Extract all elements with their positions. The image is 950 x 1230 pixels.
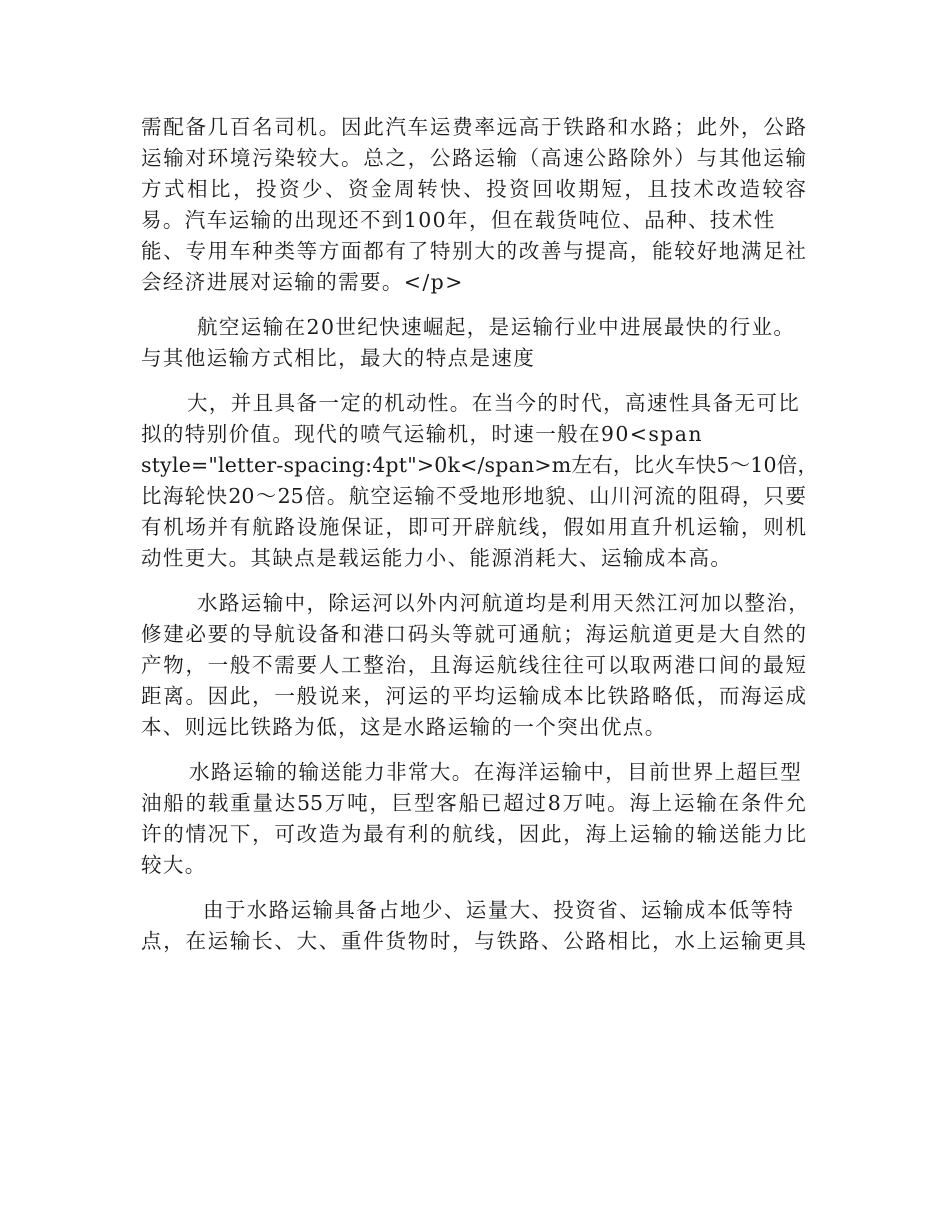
text-line: 易。汽车运输的出现还不到100年，但在载货吨位、品种、技术性 [141,208,776,232]
text-line: 距离。因此，一般说来，河运的平均运输成本比铁路略低，而海运成 [141,684,806,708]
text-line: 有机场并有航路设施保证，即可开辟航线，假如用直升机运输，则机 [141,515,806,539]
text-line: 会经济进展对运输的需要。</p> [141,270,464,294]
text-line: 需配备几百名司机。因此汽车运费率远高于铁路和水路；此外，公路 [141,115,806,139]
paragraph-road-continued [141,112,806,298]
text-line: 航空运输在20世纪快速崛起，是运输行业中进展最快的行业。 [197,315,796,339]
paragraph-gap [141,374,806,388]
text-line: 方式相比，投资少、资金周转快、投资回收期短，且技术改造较容 [141,177,806,201]
text-line: 油船的载重量达55万吨，巨型客船已超过8万吨。海上运输在条件允 [141,791,806,815]
paragraph-water-route [141,588,811,743]
document-page [141,112,819,957]
text-line: 许的情况下，可改造为最有利的航线，因此，海上运输的输送能力比 [141,822,806,846]
text-line: 拟的特别价值。现代的喷气运输机，时速一般在90<span [141,422,704,446]
text-line: 运输对环境污染较大。总之，公路运输（高速公路除外）与其他运输 [141,146,806,170]
text-line: 能、专用车种类等方面都有了特别大的改善与提高，能较好地满足社 [141,239,806,263]
text-line: 水路运输中，除运河以外内河航道均是利用天然江河加以整治， [197,591,811,615]
text-line: 点，在运输长、大、重件货物时，与铁路、公路相比，水上运输更具 [141,929,806,953]
paragraph-water-capacity [141,757,806,881]
paragraph-air-intro [141,312,806,374]
text-line: 与其他运输方式相比，最大的特点是速度 [141,346,536,370]
text-line: 动性更大。其缺点是载运能力小、能源消耗大、运输成本高。 [141,546,733,570]
text-line: 比海轮快20～25倍。航空运输不受地形地貌、山川河流的阻碍，只要 [141,484,806,508]
paragraph-gap [141,298,806,312]
text-line: 由于水路运输具备占地少、运量大、投资省、运输成本低等特 [203,898,795,922]
text-line: 产物，一般不需要人工整治，且海运航线往往可以取两港口间的最短 [141,653,806,677]
text-line: style="letter-spacing:4pt">0k</span>m左右，比火车快5～10倍， [141,453,819,477]
text-line: 修建必要的导航设备和港口码头等就可通航；海运航道更是大自然的 [141,622,806,646]
paragraph-water-advantage [141,895,806,957]
text-line: 水路运输的输送能力非常大。在海洋运输中，目前世界上超巨型 [189,760,803,784]
text-line: 较大。 [141,853,207,877]
paragraph-gap [141,743,806,757]
paragraph-air-detail [141,388,819,574]
text-line: 本、则远比铁路为低，这是水路运输的一个突出优点。 [141,715,667,739]
text-line: 大，并且具备一定的机动性。在当今的时代，高速性具备无可比 [187,391,801,415]
paragraph-gap [141,881,806,895]
paragraph-gap [141,574,806,588]
